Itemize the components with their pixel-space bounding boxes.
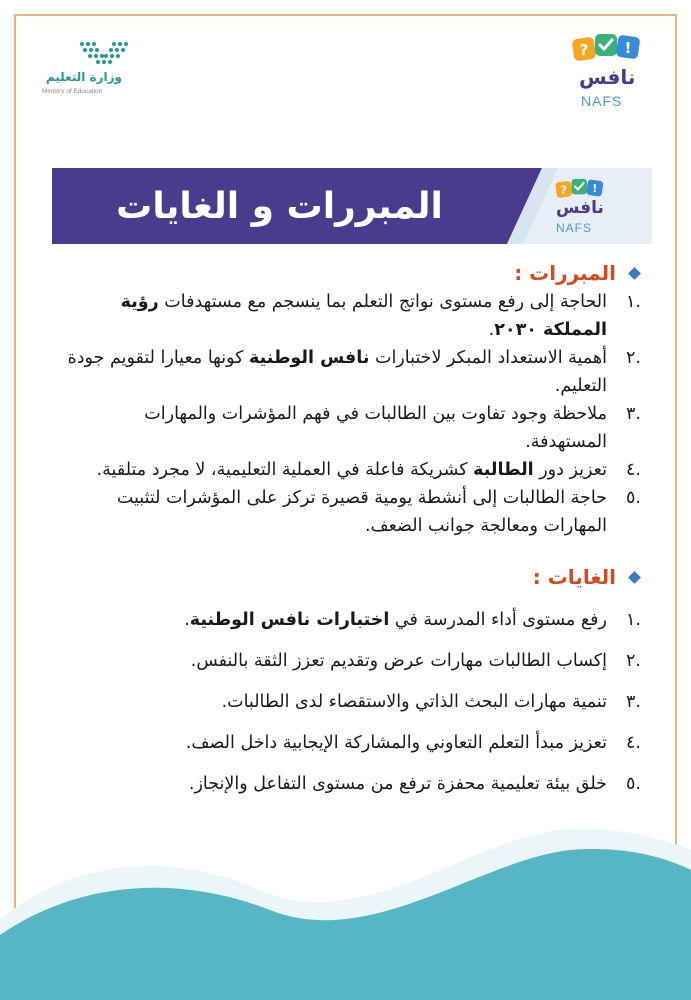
goals-list [61,606,641,798]
goals-heading: الغايات : [532,565,616,589]
item-number: .٢ [626,348,641,368]
nafs-name-ar: نافس [579,65,636,89]
reasons-header [61,258,641,288]
banner-nafs-name-ar: نافس [556,198,604,218]
item-text: أهمية الاستعداد المبكر لاختبارات نافس الوطنية كونها معيارا لتقويم جودة التعليم. [67,348,607,396]
item-text: ملاحظة وجود تفاوت بين الطالبات في فهم المؤشرات والمهارات المستهدفة. [144,404,607,452]
item-number: .٤ [626,733,641,753]
item-number: .٤ [626,460,641,480]
ministry-logo [40,40,130,100]
goals-header [61,562,641,592]
item-number: .٢ [626,651,641,671]
reasons-list [61,288,641,540]
bottom-wave [0,820,691,1000]
list-item [61,647,641,675]
item-text: تنمية مهارات البحث الذاتي والاستقصاء لدى الطالبات. [221,692,607,712]
banner-nafs-badges-icon [550,176,610,200]
item-text: الحاجة إلى رفع مستوى نواتج التعلم بما ينسجم مع مستهدفات رؤية المملكة ٢٠٣٠. [120,292,607,340]
title-banner [52,168,652,244]
item-number: .٣ [626,692,641,712]
ministry-emblem-icon [78,40,130,68]
list-item [61,456,641,484]
svg-text:?: ? [579,41,589,59]
list-item [61,400,641,456]
item-text: إكساب الطالبات مهارات عرض وتقديم تعزز الثقة بالنفس. [190,651,607,671]
list-item [61,344,641,400]
item-number: .٥ [626,488,641,508]
list-item [61,770,641,798]
item-number: .٥ [626,774,641,794]
ministry-name-en: Ministry of Education [42,88,103,95]
item-text: تعزيز دور الطالبة كشريكة فاعلة في العملية التعليمية، لا مجرد متلقية. [96,460,607,480]
item-number: .٣ [626,404,641,424]
list-item [61,484,641,540]
list-item [61,688,641,716]
diamond-bullet-icon [628,571,641,584]
svg-text:!: ! [592,183,598,196]
svg-text:?: ? [560,184,567,197]
nafs-badges-icon [571,30,643,64]
item-number: .١ [626,610,641,630]
ministry-name-ar: وزارة التعليم [45,70,122,84]
banner-nafs-name-en: NAFS [556,221,593,235]
item-number: .١ [626,292,641,312]
list-item [61,729,641,757]
item-text: تعزيز مبدأ التعلم التعاوني والمشاركة الإيجابية داخل الصف. [185,733,607,753]
item-text: خلق بيئة تعليمية محفزة ترفع من مستوى التفاعل والإنجاز. [188,774,607,794]
reasons-heading: المبررات : [514,261,616,285]
diamond-bullet-icon [628,267,641,280]
item-text: رفع مستوى أداء المدرسة في اختبارات نافس الوطنية. [184,610,607,630]
list-item [61,288,641,344]
banner-nafs-logo [532,176,632,240]
goals-section [61,562,641,811]
page-title: المبررات و الغايات [116,185,443,227]
reasons-section [61,258,641,540]
nafs-name-en: NAFS [581,93,623,109]
item-text: حاجة الطالبات إلى أنشطة يومية قصيرة تركز على المؤشرات لتثبيت المهارات ومعالجة جوانب الضعف. [116,488,607,536]
svg-text:!: ! [624,39,632,57]
nafs-logo [569,30,651,112]
list-item [61,606,641,634]
